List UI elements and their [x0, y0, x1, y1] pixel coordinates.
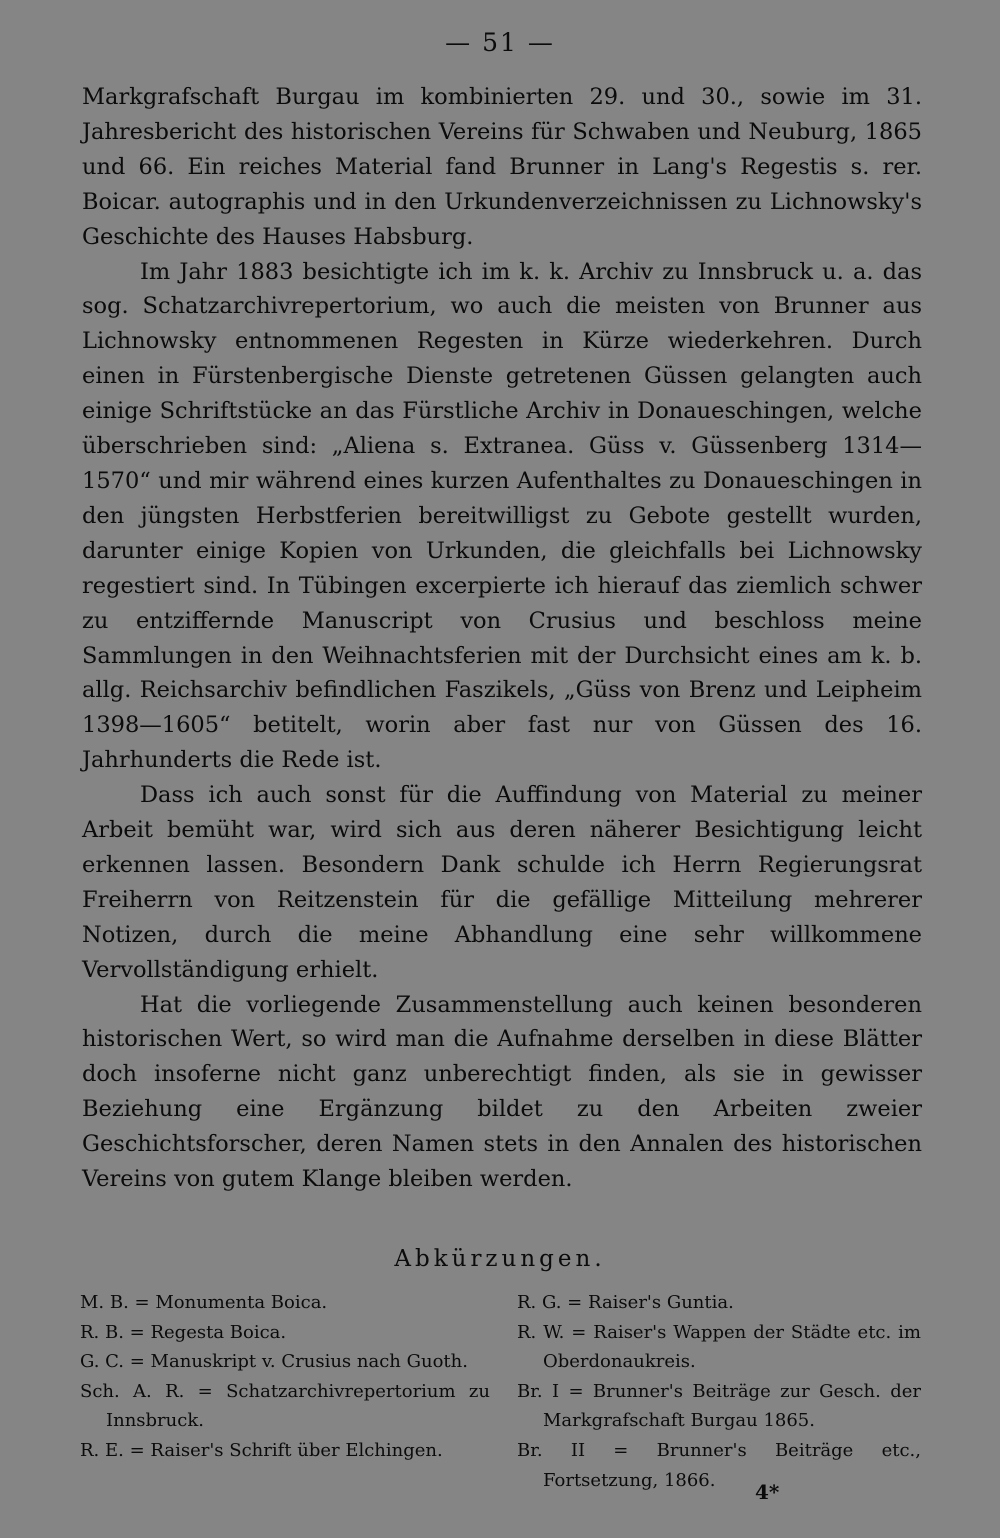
abbreviation-entry: Br. I = Brunner's Beiträge zur Gesch. der Markgrafschaft Burgau 1865. — [517, 1380, 921, 1432]
paragraph-4: Hat die vorliegende Zusammenstellung auch keinen besonderen historischen Wert, so wird man die Aufnahme derselben in diese Blätter doch insoferne nicht ganz unberechtigt finden, als sie in gewisser Beziehung eine Ergänzung bildet zu den Arbeiten zweier Geschichtsforscher, deren Namen stets in den Annalen des historischen Vereins von gutem Klange bleiben werden. — [82, 991, 922, 1193]
abbreviations-right-column — [517, 1288, 921, 1495]
abbreviation-entry: R. W. = Raiser's Wappen der Städte etc. im Oberdonaukreis. — [517, 1321, 921, 1373]
signature-mark: 4* — [755, 1480, 780, 1504]
abbreviation-entry: R. B. = Regesta Boica. — [80, 1321, 287, 1343]
abbreviation-entry: R. E. = Raiser's Schrift über Elchingen. — [80, 1439, 443, 1461]
abbreviation-entry: G. C. = Manuskript v. Crusius nach Guoth. — [80, 1351, 468, 1373]
abbreviations-left-column — [80, 1288, 490, 1466]
abbreviation-entry: M. B. = Monumenta Boica. — [80, 1292, 328, 1313]
abbreviation-entry: Sch. A. R. = Schatzarchivrepertorium zu Innsbruck. — [80, 1380, 490, 1432]
paragraph-1: Markgrafschaft Burgau im kombinierten 29. und 30., sowie im 31. Jahresbericht des historischen Vereins für Schwaben und Neuburg, 1865 und 66. Ein reiches Material fand Brunner in Lang's Regestis s. rer. Boicar. autographis und in den Urkundenverzeichnissen zu Lichnowsky's Geschichte des Hauses Habsburg. — [82, 84, 922, 250]
body-text — [82, 80, 922, 1197]
abbreviations-heading: Abkürzungen. — [394, 1246, 606, 1272]
abbreviation-entry: R. G. = Raiser's Guntia. — [517, 1292, 734, 1313]
page-number: — 51 — — [445, 28, 555, 57]
paragraph-2: Im Jahr 1883 besichtigte ich im k. k. Archiv zu Innsbruck u. a. das sog. Schatzarchivrepertorium, wo auch die meisten von Brunner aus Lichnowsky entnommenen Regesten in Kürze wiederkehren. Durch einen in Fürstenbergische Dienste getretenen Güssen gelangten auch einige Schriftstücke an das Fürstliche Archiv in Donaueschingen, welche überschrieben sind: „Aliena s. Extranea. Güss v. Güssenberg 1314—1570“ und mir während eines kurzen Aufenthaltes zu Donaueschingen in den jüngsten Herbstferien bereitwilligst zu Gebote gestellt wurden, darunter einige Kopien von Urkunden, die gleichfalls bei Lichnowsky regestiert sind. In Tübingen excerpierte ich hierauf das ziemlich schwer zu entziffernde Manuscript von Crusius und beschloss meine Sammlungen in den Weihnachtsferien mit der Durchsicht eines am k. b. allg. Reichsarchiv befindlichen Faszikels, „Güss von Brenz und Leipheim 1398—1605“ betitelt, worin aber fast nur von Güssen des 16. Jahrhunderts die Rede ist. — [82, 258, 922, 774]
paragraph-3: Dass ich auch sonst für die Auffindung von Material zu meiner Arbeit bemüht war, wird sich aus deren näherer Besichtigung leicht erkennen lassen. Besondern Dank schulde ich Herrn Regierungsrat Freiherrn von Reitzenstein für die gefällige Mitteilung mehrerer Notizen, durch die meine Abhandlung eine sehr willkommene Vervollständigung erhielt. — [82, 782, 922, 983]
abbreviation-entry: Br. II = Brunner's Beiträge etc., Fortsetzung, 1866. — [517, 1439, 921, 1491]
